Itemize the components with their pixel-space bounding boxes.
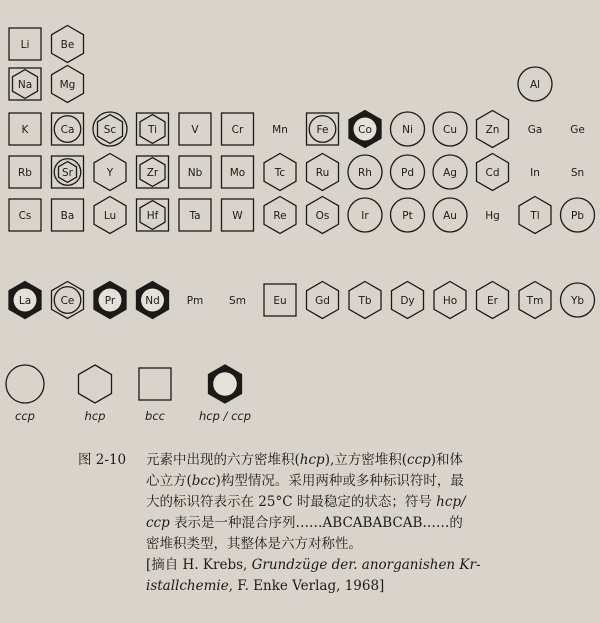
element-ti bbox=[137, 113, 169, 145]
legend-ccp bbox=[6, 365, 44, 423]
element-symbol: Ag bbox=[443, 167, 457, 179]
element-tb bbox=[349, 282, 381, 319]
element-symbol: Mn bbox=[272, 124, 288, 136]
element-tm bbox=[519, 282, 551, 319]
element-re bbox=[264, 197, 296, 234]
element-k bbox=[9, 113, 41, 145]
caption-source-line-1: [摘自 H. Krebs, Grundzüge der. anorganishen Kr- bbox=[146, 557, 481, 573]
element-symbol: Pt bbox=[402, 210, 413, 222]
element-hf bbox=[137, 199, 169, 231]
element-ag bbox=[433, 155, 467, 189]
element-symbol: Cd bbox=[485, 167, 500, 179]
ccp-circle-icon bbox=[6, 365, 44, 403]
element-symbol: Lu bbox=[103, 210, 117, 222]
element-rh bbox=[348, 155, 382, 189]
element-symbol: Co bbox=[358, 124, 372, 136]
element-ce bbox=[52, 282, 84, 319]
element-ba bbox=[52, 199, 84, 231]
element-symbol: Cs bbox=[18, 210, 32, 222]
element-symbol: Hf bbox=[146, 210, 159, 222]
element-symbol: Y bbox=[106, 167, 114, 179]
element-symbol: Sn bbox=[570, 167, 585, 179]
element-symbol: Sr bbox=[62, 167, 73, 179]
caption-line-4: ccp 表示是一种混合序列……ABCABABCAB……的 bbox=[146, 515, 463, 531]
element-na bbox=[9, 68, 41, 100]
figure-number: 图 2-10 bbox=[78, 452, 127, 468]
element-symbol: Zn bbox=[485, 124, 500, 136]
hcp-ccp-inner-circle bbox=[213, 372, 237, 396]
element-cs bbox=[9, 199, 41, 231]
element-symbol: Rb bbox=[18, 167, 32, 179]
element-ni bbox=[391, 112, 425, 146]
figure-caption bbox=[78, 450, 578, 597]
element-symbol: Gd bbox=[315, 295, 330, 307]
element-symbol: Os bbox=[315, 210, 330, 222]
element-w bbox=[222, 199, 254, 231]
element-symbol: Ba bbox=[60, 210, 75, 222]
element-al bbox=[518, 67, 552, 101]
element-symbol: Nd bbox=[145, 295, 160, 307]
element-ta bbox=[179, 199, 211, 231]
element-symbol: Li bbox=[20, 39, 30, 51]
element-symbol: Yb bbox=[570, 295, 585, 307]
element-ho bbox=[434, 282, 466, 319]
element-symbol: Pd bbox=[401, 167, 414, 179]
element-symbol: Hg bbox=[485, 210, 500, 222]
legend-bcc bbox=[139, 368, 171, 423]
element-symbol: Re bbox=[273, 210, 287, 222]
element-symbol: Er bbox=[487, 295, 498, 307]
element-symbol: Cr bbox=[231, 124, 244, 136]
hcp-hexagon-icon bbox=[79, 365, 112, 403]
element-symbol: Pm bbox=[186, 295, 204, 307]
element-symbol: Tl bbox=[530, 210, 540, 222]
element-lu bbox=[94, 197, 126, 234]
legend-label: bcc bbox=[145, 409, 165, 423]
element-nd bbox=[137, 282, 169, 319]
element-li bbox=[9, 28, 41, 60]
element-symbol: Tc bbox=[274, 167, 286, 179]
element-symbol: Fe bbox=[316, 124, 329, 136]
element-pt bbox=[391, 198, 425, 232]
element-symbol: Ho bbox=[442, 295, 458, 307]
element-au bbox=[433, 198, 467, 232]
element-symbol: Nb bbox=[187, 167, 203, 179]
element-zr bbox=[137, 156, 169, 188]
element-rb bbox=[9, 156, 41, 188]
element-in bbox=[530, 167, 540, 179]
element-symbol: In bbox=[530, 167, 540, 179]
element-symbol: K bbox=[21, 124, 29, 136]
element-os bbox=[307, 197, 339, 234]
element-symbol: Mo bbox=[229, 167, 246, 179]
element-symbol: Ta bbox=[189, 210, 201, 222]
element-be bbox=[52, 26, 84, 63]
element-ga bbox=[528, 124, 543, 136]
element-eu bbox=[264, 284, 296, 316]
element-hg bbox=[485, 210, 500, 222]
element-symbol: V bbox=[191, 124, 199, 136]
element-pb bbox=[561, 198, 595, 232]
element-symbol: Ce bbox=[60, 295, 75, 307]
element-symbol: Cu bbox=[443, 124, 457, 136]
element-symbol: Tm bbox=[526, 295, 544, 307]
element-symbol: Sm bbox=[229, 295, 246, 307]
element-symbol: W bbox=[232, 210, 243, 222]
element-tc bbox=[264, 154, 296, 191]
element-v bbox=[179, 113, 211, 145]
legend-label: hcp bbox=[84, 409, 106, 423]
element-zn bbox=[477, 111, 509, 148]
element-symbol: Eu bbox=[273, 295, 287, 307]
element-pd bbox=[391, 155, 425, 189]
legend-label: hcp / ccp bbox=[198, 409, 252, 423]
element-sn bbox=[571, 167, 584, 179]
element-symbol: Zr bbox=[146, 167, 159, 179]
caption-line-3: 大的标识符表示在 25°C 时最稳定的状态；符号 hcp/ bbox=[146, 494, 466, 510]
caption-line-5: 密堆积类型，其整体是六方对称性。 bbox=[146, 536, 362, 552]
element-cu bbox=[433, 112, 467, 146]
element-cd bbox=[477, 154, 509, 191]
element-er bbox=[477, 282, 509, 319]
caption-line-1: 图 2-10 元素中出现的六方密堆积(hcp),立方密堆积(ccp)和体 bbox=[78, 450, 578, 471]
element-symbol: Ga bbox=[527, 124, 543, 136]
element-symbol: Rh bbox=[358, 167, 372, 179]
element-symbol: Pb bbox=[571, 210, 584, 222]
element-tl bbox=[519, 197, 551, 234]
element-sm bbox=[229, 295, 246, 307]
element-symbol: Ni bbox=[402, 124, 413, 136]
element-symbol: Ca bbox=[60, 124, 75, 136]
element-yb bbox=[561, 283, 595, 317]
element-pm bbox=[187, 295, 204, 307]
caption-line-2: 心立方(bcc)构型情况。采用两种或多种标识符时，最 bbox=[146, 473, 464, 489]
element-ir bbox=[348, 198, 382, 232]
element-mn bbox=[272, 124, 288, 136]
element-symbol: Ir bbox=[361, 210, 369, 222]
legend-hcp bbox=[79, 365, 112, 423]
element-symbol: Ru bbox=[315, 167, 330, 179]
element-dy bbox=[392, 282, 424, 319]
element-fe bbox=[307, 113, 339, 145]
element-symbol: Au bbox=[443, 210, 457, 222]
element-cr bbox=[222, 113, 254, 145]
element-symbol: Sc bbox=[103, 124, 117, 136]
element-co bbox=[349, 111, 381, 148]
element-sr bbox=[52, 156, 84, 188]
element-ru bbox=[307, 154, 339, 191]
caption-source-line-2: istallchemie, F. Enke Verlag, 1968] bbox=[146, 578, 385, 594]
element-sc bbox=[93, 112, 127, 146]
element-symbol: Mg bbox=[59, 79, 76, 91]
legend-label: ccp bbox=[15, 409, 35, 423]
element-gd bbox=[307, 282, 339, 319]
element-mg bbox=[52, 66, 84, 103]
element-nb bbox=[179, 156, 211, 188]
element-symbol: Ge bbox=[570, 124, 585, 136]
bcc-square-icon bbox=[139, 368, 171, 400]
legend-hcpccp bbox=[199, 365, 251, 423]
element-la bbox=[9, 282, 41, 319]
element-y bbox=[94, 154, 126, 191]
element-ge bbox=[570, 124, 585, 136]
element-symbol: Dy bbox=[400, 295, 415, 307]
element-symbol: Pr bbox=[104, 295, 116, 307]
element-symbol: Tb bbox=[358, 295, 372, 307]
element-symbol: Na bbox=[17, 79, 33, 91]
element-symbol: Ti bbox=[147, 124, 158, 136]
element-pr bbox=[94, 282, 126, 319]
element-symbol: Al bbox=[529, 79, 541, 91]
element-symbol: La bbox=[18, 295, 32, 307]
element-ca bbox=[52, 113, 84, 145]
element-mo bbox=[222, 156, 254, 188]
element-symbol: Be bbox=[60, 39, 75, 51]
